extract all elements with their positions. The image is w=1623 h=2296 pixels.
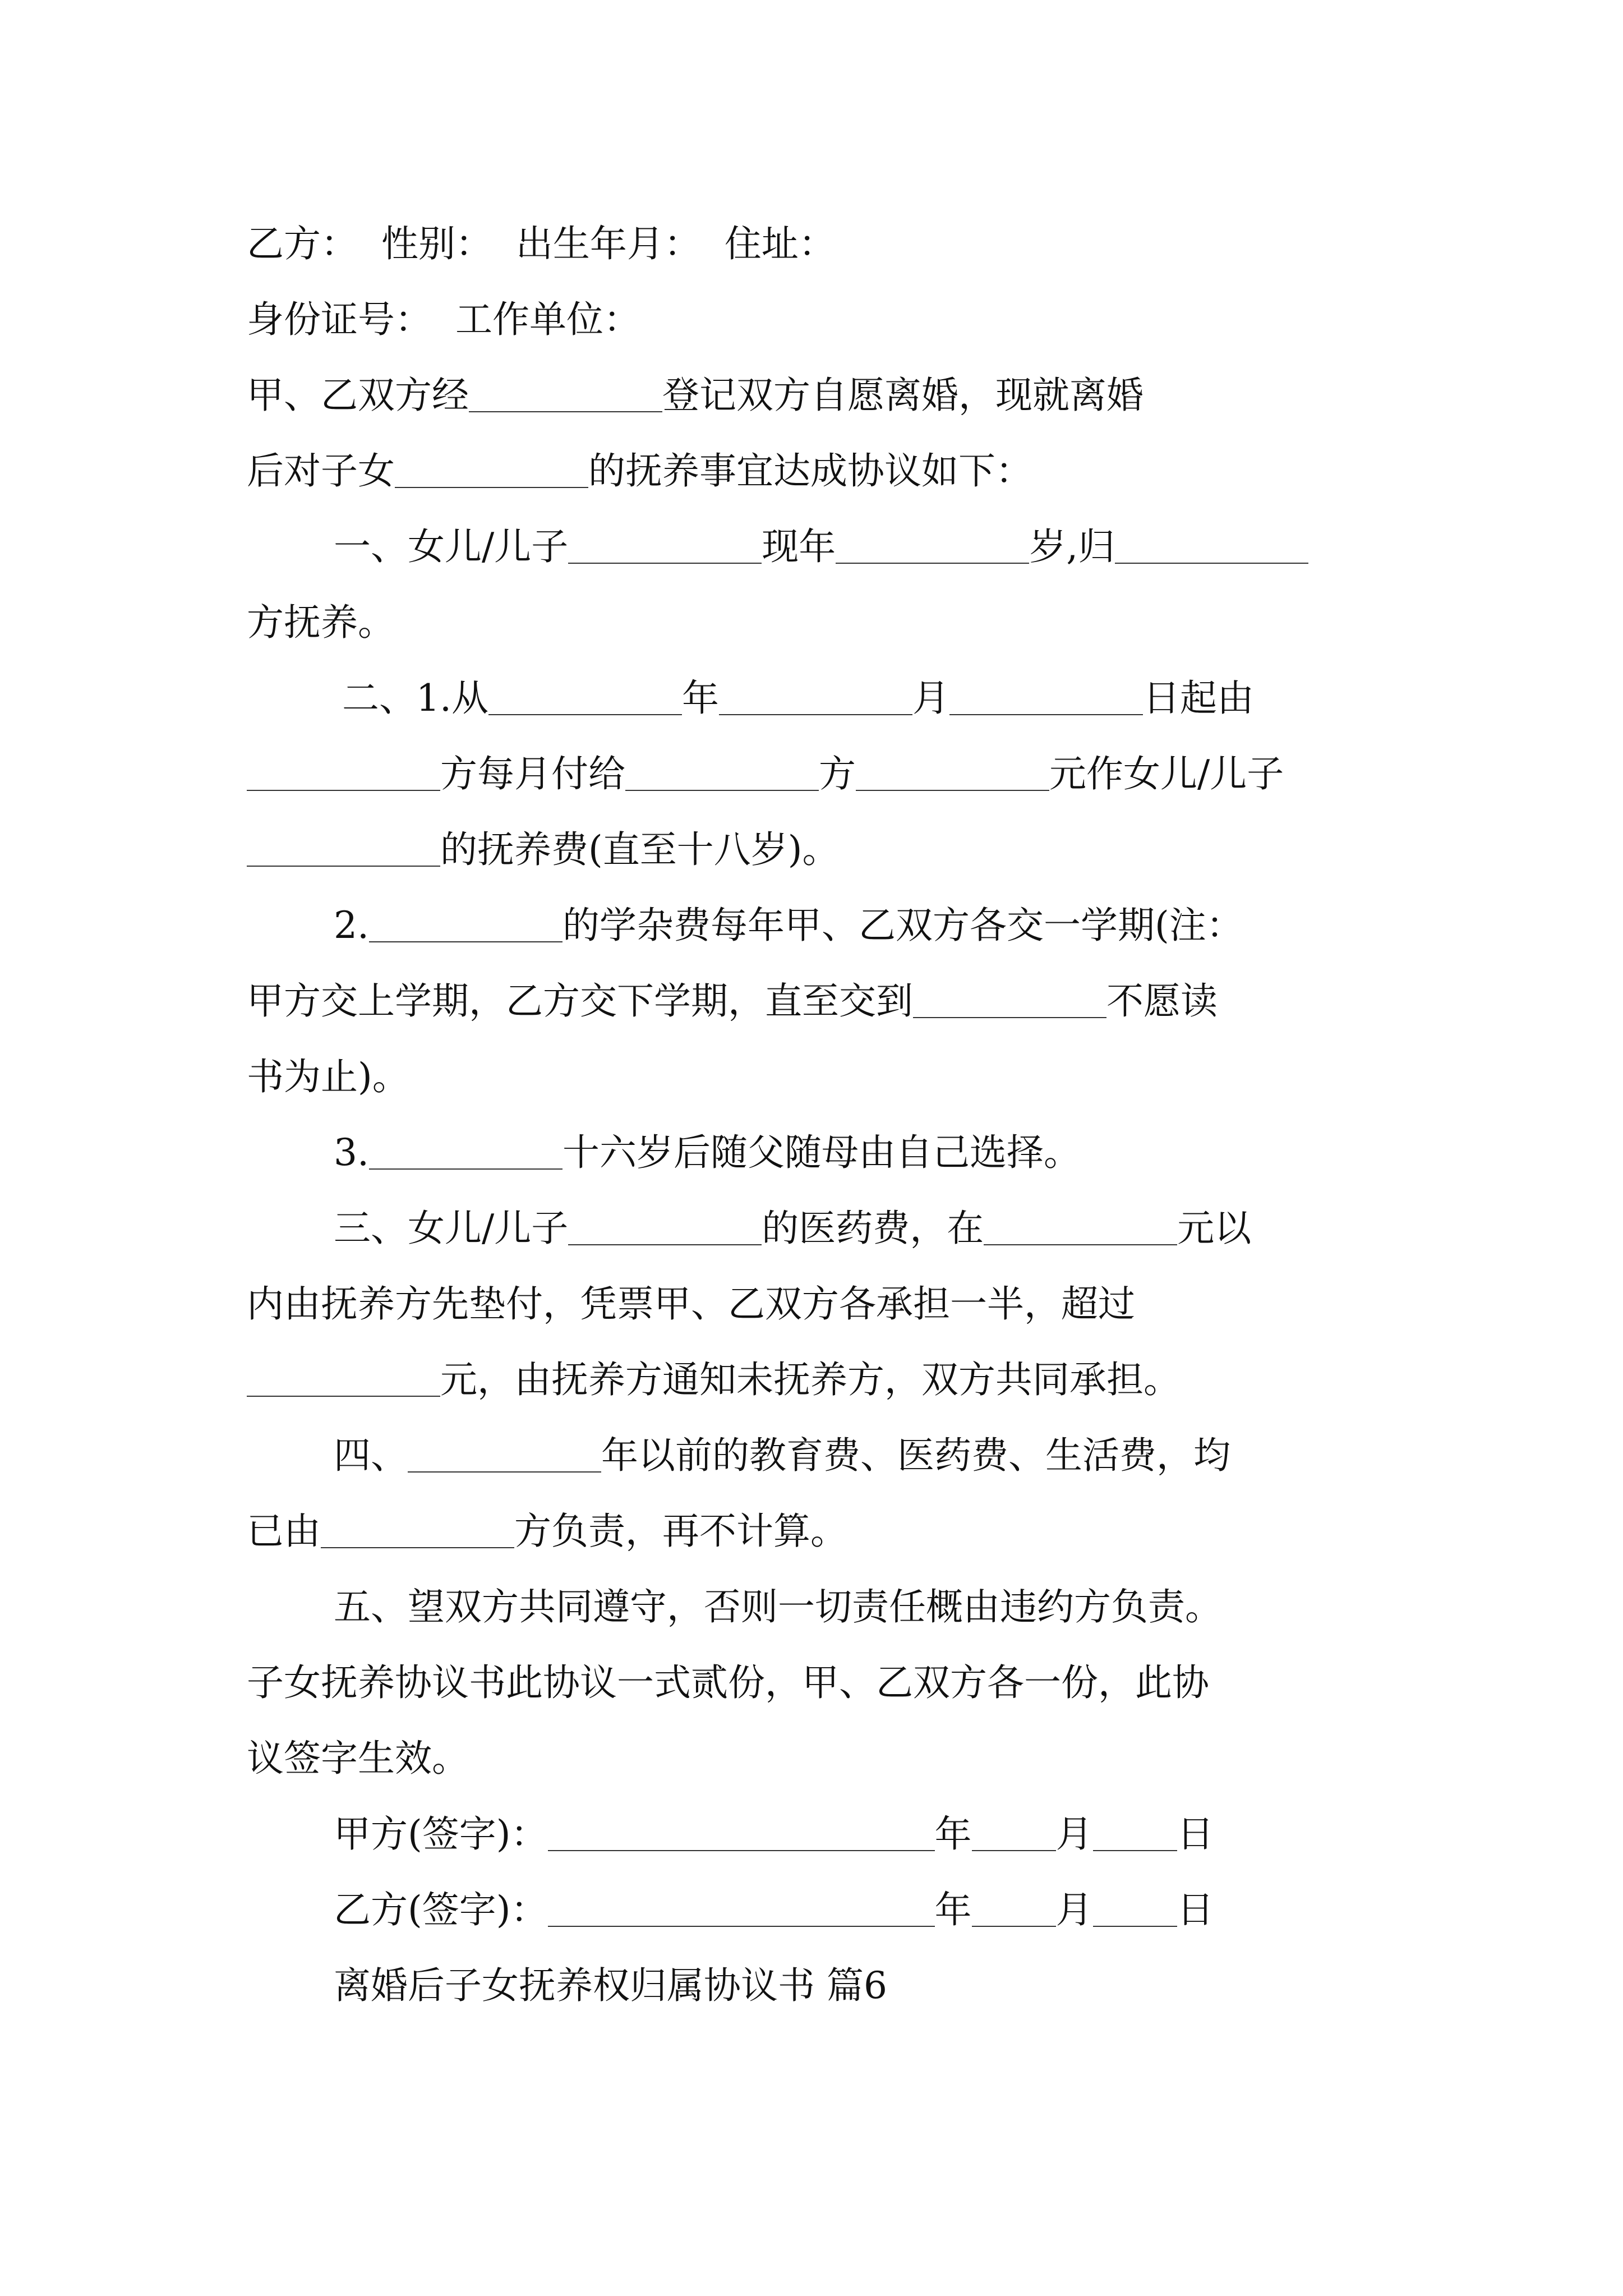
clause-5-line-2: [247, 1655, 1623, 1711]
party-b-info-line: [247, 216, 1623, 272]
clause-2-3-line: [334, 1125, 1623, 1181]
signature-blank: [548, 1814, 935, 1851]
sig-label: 甲方(签字)：: [334, 1812, 548, 1856]
text: 方负责，再不计算。: [514, 1510, 847, 1553]
text: 年: [681, 677, 719, 720]
clause-5-line-3: [247, 1731, 1623, 1787]
text: 甲、乙双方经: [247, 374, 469, 417]
blank-field: [913, 981, 1106, 1018]
clause-2-2-line-1: [334, 898, 1623, 954]
blank-field: [984, 1208, 1177, 1245]
text: 元以: [1177, 1207, 1252, 1250]
text: 方: [819, 752, 856, 795]
blank-field: [395, 451, 588, 488]
text: 子女抚养协议书此协议一式贰份，甲、乙双方各一份，此协: [247, 1661, 1209, 1704]
text: 的抚养费(直至十八岁)。: [440, 828, 840, 871]
text: 现年: [762, 525, 836, 568]
text: 二、1.从: [342, 677, 488, 720]
month-blank: [972, 1814, 1056, 1851]
text: 2.: [334, 904, 369, 947]
text: 离婚后子女抚养权归属协议书 篇6: [334, 1964, 887, 2007]
blank-field: [247, 754, 440, 791]
text: 甲方交上学期，乙方交下学期，直至交到: [247, 979, 913, 1023]
text: 日: [1177, 1812, 1214, 1856]
month-blank: [972, 1890, 1056, 1927]
blank-field: [469, 375, 662, 412]
text: 月: [912, 677, 949, 720]
blank-field: [247, 1360, 440, 1397]
text: 元作女儿/儿子: [1049, 752, 1284, 795]
text: 方每月付给: [440, 752, 625, 795]
blank-field: [408, 1435, 601, 1473]
blank-field: [488, 678, 682, 715]
text: 十六岁后随父随母由自己选择。: [562, 1131, 1081, 1174]
blank-field: [247, 830, 440, 867]
text: 已由: [247, 1510, 321, 1553]
blank-field: [369, 905, 562, 942]
text: 的医药费，在: [762, 1207, 984, 1250]
signature-party-a: [334, 1806, 1623, 1862]
text: 后对子女: [247, 449, 395, 493]
text: 五、望双方共同遵守，否则一切责任概由违约方负责。: [334, 1585, 1222, 1628]
text: 的学杂费每年甲、乙双方各交一学期(注：: [562, 904, 1243, 947]
text: 四、: [334, 1434, 408, 1477]
intro-line-2: [247, 443, 1623, 499]
blank-field: [369, 1133, 562, 1170]
clause-3-line-3: [247, 1352, 1623, 1408]
blank-field: [949, 678, 1143, 715]
text: 日: [1177, 1888, 1214, 1931]
blank-field: [321, 1511, 514, 1548]
section-footer-title: [334, 1958, 1623, 2014]
clause-2-1-line-2: [247, 746, 1623, 802]
text: 登记双方自愿离婚，现就离婚: [662, 374, 1144, 417]
clause-4-line-1: [334, 1428, 1623, 1484]
text: 日起由: [1142, 677, 1254, 720]
text: 内由抚养方先垫付，凭票甲、乙双方各承担一半，超过: [247, 1282, 1135, 1326]
text: 年: [934, 1888, 972, 1931]
text: 三、女儿/儿子: [334, 1207, 569, 1250]
text: 议签字生效。: [247, 1737, 469, 1780]
day-blank: [1093, 1890, 1177, 1927]
text: 方抚养。: [247, 601, 395, 644]
day-blank: [1093, 1814, 1177, 1851]
clause-3-line-2: [247, 1276, 1623, 1332]
text: 月: [1055, 1888, 1093, 1931]
blank-field: [625, 754, 819, 791]
text: 的抚养事宜达成协议如下：: [588, 449, 1032, 493]
blank-field: [568, 527, 762, 564]
clause-2-2-line-3: [247, 1049, 1623, 1105]
text: 月: [1055, 1812, 1093, 1856]
blank-field: [1115, 527, 1308, 564]
clause-2-1-line-1: [342, 670, 1623, 726]
text: 身份证号： 工作单位：: [247, 298, 640, 341]
text: 不愿读: [1106, 979, 1218, 1023]
signature-blank: [548, 1890, 935, 1927]
intro-line-1: [247, 367, 1623, 424]
text: 年以前的教育费、医药费、生活费，均: [601, 1434, 1230, 1477]
text: 元，由抚养方通知未抚养方，双方共同承担。: [440, 1358, 1181, 1401]
signature-party-b: [334, 1882, 1623, 1938]
clause-5-line-1: [334, 1579, 1623, 1635]
text: 书为止)。: [247, 1055, 409, 1098]
text: 乙方： 性别： 出生年月： 住址：: [247, 222, 836, 265]
text: 年: [934, 1812, 972, 1856]
id-work-line: [247, 292, 1623, 348]
clause-1-line-2: [247, 595, 1623, 651]
clause-2-2-line-2: [247, 973, 1623, 1029]
text: 岁,归: [1029, 525, 1115, 568]
sig-label: 乙方(签字)：: [334, 1888, 548, 1931]
clause-4-line-2: [247, 1503, 1623, 1559]
clause-2-1-line-3: [247, 822, 1623, 878]
text: 3.: [334, 1131, 369, 1174]
clause-3-line-1: [334, 1200, 1623, 1257]
clause-1-line-1: [334, 519, 1623, 575]
text: 一、女儿/儿子: [334, 525, 569, 568]
blank-field: [836, 527, 1029, 564]
blank-field: [719, 678, 912, 715]
blank-field: [568, 1208, 762, 1245]
blank-field: [856, 754, 1049, 791]
